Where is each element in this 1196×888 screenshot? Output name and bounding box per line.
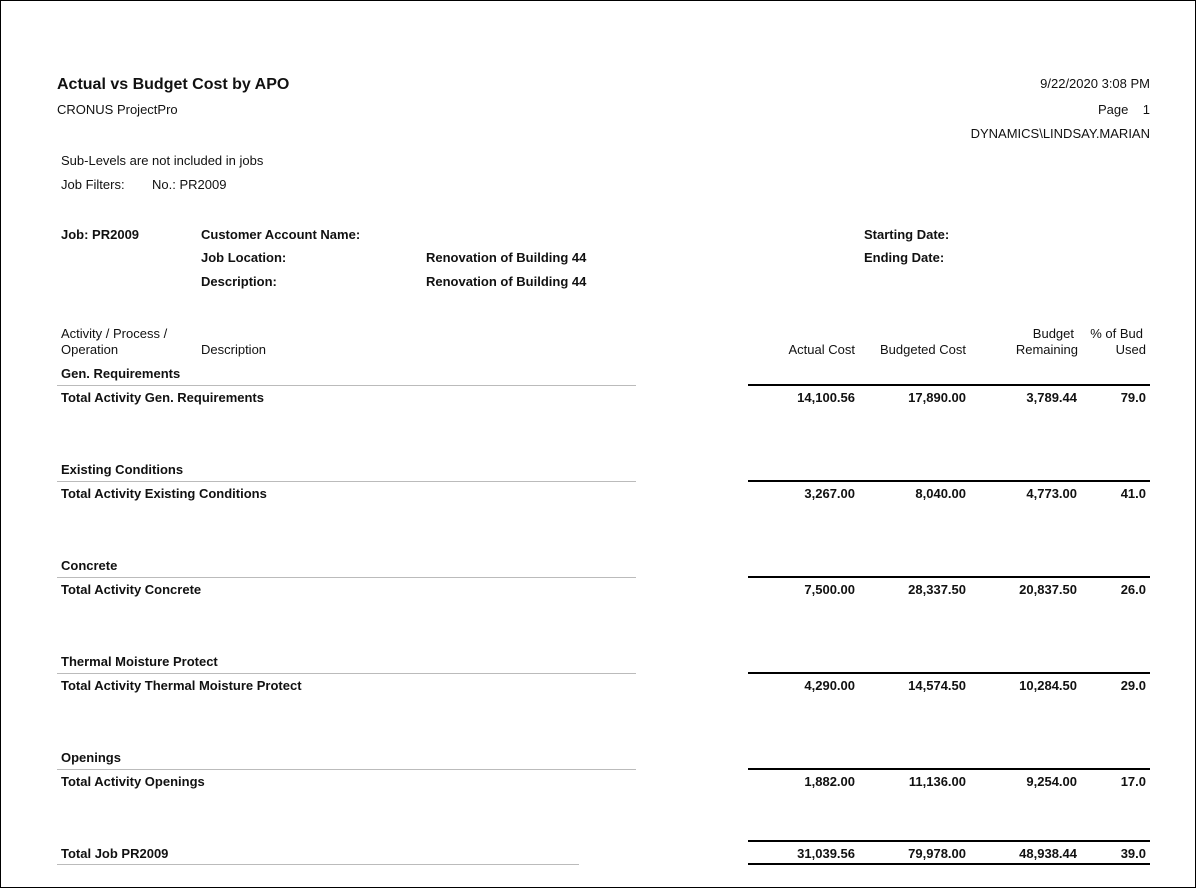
job-total-divider-bottom bbox=[748, 863, 1150, 865]
job-total-underline bbox=[57, 864, 579, 865]
job-total-actual-cost: 31,039.56 bbox=[797, 846, 855, 861]
activity-name: Thermal Moisture Protect bbox=[61, 654, 218, 669]
description-label: Description: bbox=[201, 274, 277, 289]
activity-total-label: Total Activity Openings bbox=[61, 774, 205, 789]
col-budgeted-cost: Budgeted Cost bbox=[879, 342, 966, 357]
page-number: 1 bbox=[1142, 102, 1150, 117]
page-indicator bbox=[1098, 102, 1150, 117]
activity-budget-remaining: 9,254.00 bbox=[1026, 774, 1077, 789]
description-value: Renovation of Building 44 bbox=[426, 274, 587, 289]
activity-name: Openings bbox=[61, 750, 121, 765]
page-label: Page bbox=[1097, 102, 1129, 117]
activity-name: Existing Conditions bbox=[61, 462, 184, 477]
col-description: Description bbox=[201, 342, 267, 357]
activity-budgeted-cost: 28,337.50 bbox=[908, 582, 966, 597]
col-apo-line1: Activity / Process / bbox=[61, 326, 168, 341]
sublevels-note: Sub-Levels are not included in jobs bbox=[61, 153, 264, 168]
activity-budget-remaining: 4,773.00 bbox=[1026, 486, 1077, 501]
activity-budgeted-cost: 11,136.00 bbox=[908, 774, 966, 789]
activity-budget-remaining: 3,789.44 bbox=[1026, 390, 1077, 405]
activity-actual-cost: 7,500.00 bbox=[804, 582, 855, 597]
activity-total-label: Total Activity Thermal Moisture Protect bbox=[61, 678, 302, 693]
activity-actual-cost: 4,290.00 bbox=[804, 678, 855, 693]
total-divider bbox=[748, 768, 1150, 770]
activity-budgeted-cost: 14,574.50 bbox=[908, 678, 966, 693]
activity-budget-remaining: 10,284.50 bbox=[1019, 678, 1077, 693]
activity-actual-cost: 1,882.00 bbox=[804, 774, 855, 789]
activity-budget-remaining: 20,837.50 bbox=[1019, 582, 1077, 597]
customer-label: Customer Account Name: bbox=[201, 227, 361, 242]
location-value: Renovation of Building 44 bbox=[426, 250, 587, 265]
activity-name: Concrete bbox=[61, 558, 118, 573]
activity-pct-used: 17.0 bbox=[1120, 774, 1146, 789]
total-divider bbox=[748, 672, 1150, 674]
col-remaining-line1: Budget bbox=[1032, 326, 1074, 341]
activity-divider bbox=[57, 385, 636, 386]
job-filters-label: Job Filters: bbox=[61, 177, 125, 192]
starting-date-label: Starting Date: bbox=[864, 227, 950, 242]
location-label: Job Location: bbox=[201, 250, 287, 265]
activity-divider bbox=[57, 481, 636, 482]
activity-name: Gen. Requirements bbox=[61, 366, 181, 381]
job-total-pct-used: 39.0 bbox=[1120, 846, 1146, 861]
col-pct-line2: Used bbox=[1115, 342, 1146, 357]
col-actual-cost: Actual Cost bbox=[788, 342, 855, 357]
report-user: DYNAMICS\LINDSAY.MARIAN bbox=[970, 126, 1150, 141]
job-total-budgeted-cost: 79,978.00 bbox=[908, 846, 966, 861]
report-title: Actual vs Budget Cost by APO bbox=[57, 76, 290, 93]
col-pct-line1: % of Bud bbox=[1090, 326, 1143, 341]
activity-actual-cost: 3,267.00 bbox=[804, 486, 855, 501]
activity-pct-used: 26.0 bbox=[1120, 582, 1146, 597]
total-divider bbox=[748, 384, 1150, 386]
activity-divider bbox=[57, 577, 636, 578]
activity-pct-used: 29.0 bbox=[1120, 678, 1146, 693]
activity-total-label: Total Activity Gen. Requirements bbox=[61, 390, 264, 405]
job-filters-value: No.: PR2009 bbox=[152, 177, 227, 192]
job-total-label: Total Job PR2009 bbox=[61, 846, 169, 861]
total-divider bbox=[748, 480, 1150, 482]
job-label: Job: PR2009 bbox=[61, 227, 140, 242]
activity-divider bbox=[57, 769, 636, 770]
activity-pct-used: 79.0 bbox=[1120, 390, 1146, 405]
job-total-budget-remaining: 48,938.44 bbox=[1019, 846, 1077, 861]
total-divider bbox=[748, 576, 1150, 578]
report-datetime: 9/22/2020 3:08 PM bbox=[1040, 76, 1150, 91]
job-total-divider-top bbox=[748, 840, 1150, 842]
ending-date-label: Ending Date: bbox=[864, 250, 945, 265]
company-name: CRONUS ProjectPro bbox=[57, 102, 178, 117]
activity-total-label: Total Activity Concrete bbox=[61, 582, 202, 597]
activity-divider bbox=[57, 673, 636, 674]
col-remaining-line2: Remaining bbox=[1015, 342, 1078, 357]
activity-budgeted-cost: 17,890.00 bbox=[908, 390, 966, 405]
activity-pct-used: 41.0 bbox=[1120, 486, 1146, 501]
activity-actual-cost: 14,100.56 bbox=[797, 390, 855, 405]
activity-budgeted-cost: 8,040.00 bbox=[915, 486, 966, 501]
col-apo-line2: Operation bbox=[61, 342, 119, 357]
activity-total-label: Total Activity Existing Conditions bbox=[61, 486, 267, 501]
